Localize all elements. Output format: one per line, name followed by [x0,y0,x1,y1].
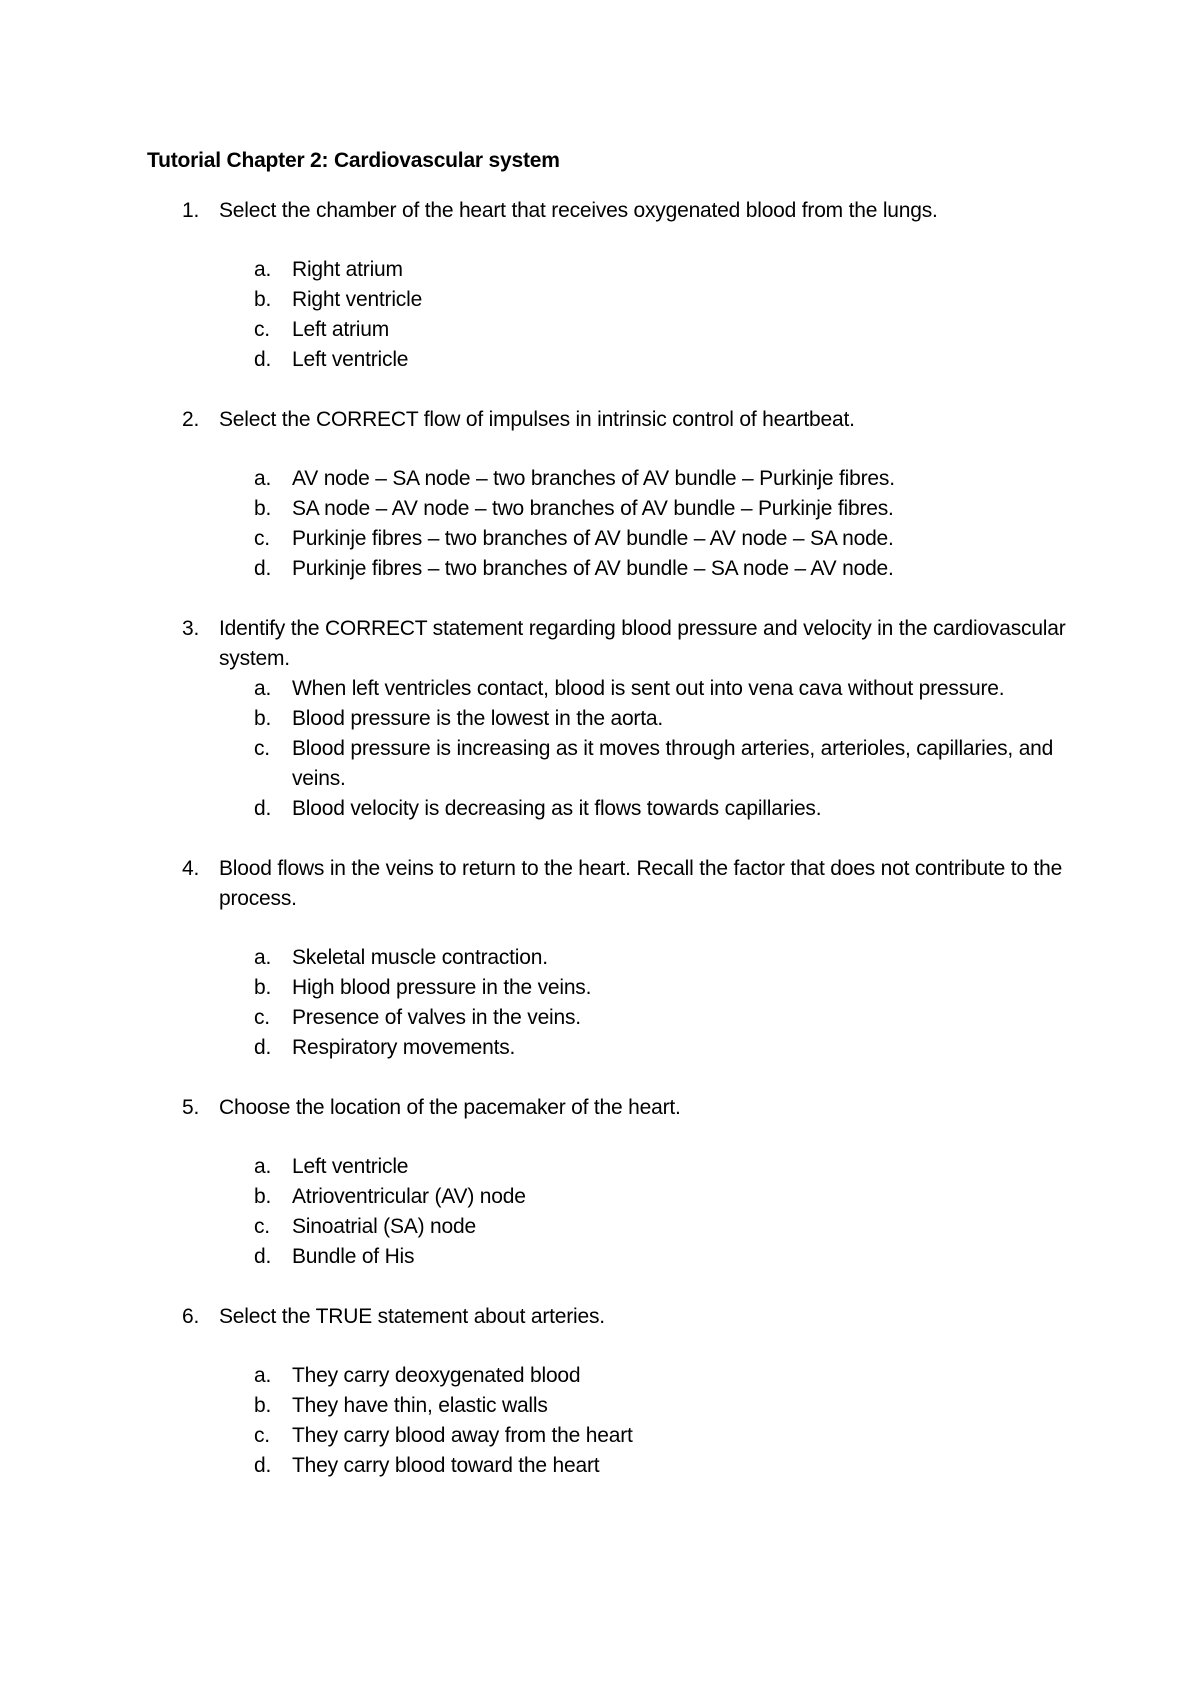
option-letter: a. [254,258,272,281]
option-text: Blood pressure is the lowest in the aorta. [292,707,663,730]
option-letter: d. [254,557,272,580]
question-1 [147,196,1200,375]
question-stem: Select the CORRECT flow of impulses in intrinsic control of heartbeat. [219,408,855,431]
option-letter: b. [254,976,272,999]
option-text: Bundle of His [292,1245,415,1268]
option-item [147,494,1112,524]
option-item [147,1212,1112,1242]
option-text: Skeletal muscle contraction. [292,946,548,969]
option-text: They have thin, elastic walls [292,1394,548,1417]
option-letter: b. [254,497,272,520]
option-item [147,794,1112,824]
option-text: Purkinje fibres – two branches of AV bundle – AV node – SA node. [292,527,894,550]
option-text: They carry deoxygenated blood [292,1364,581,1387]
option-letter: c. [254,1215,270,1238]
option-text: Presence of valves in the veins. [292,1006,581,1029]
option-text: When left ventricles contact, blood is sent out into vena cava without pressure. [292,677,1005,700]
option-text: High blood pressure in the veins. [292,976,592,999]
option-text: Respiratory movements. [292,1036,516,1059]
option-list [147,1152,1200,1272]
option-text: Left ventricle [292,348,409,371]
question-number: 2. [182,408,200,431]
option-letter: a. [254,1364,272,1387]
option-item [147,285,1112,315]
option-item [147,315,1112,345]
question-stem: Select the chamber of the heart that receives oxygenated blood from the lungs. [219,199,938,222]
question-text [147,405,1089,435]
option-letter: b. [254,1394,272,1417]
option-list [147,1361,1200,1481]
option-letter: d. [254,1036,272,1059]
option-item [147,1391,1112,1421]
option-item [147,1451,1112,1481]
option-item [147,1361,1112,1391]
option-text: Left ventricle [292,1155,409,1178]
option-letter: b. [254,288,272,311]
option-list [147,464,1200,584]
question-text [147,854,1089,914]
option-letter: a. [254,677,272,700]
option-item [147,1152,1112,1182]
option-item [147,943,1112,973]
option-letter: a. [254,946,272,969]
option-letter: c. [254,737,270,760]
option-text: Right ventricle [292,288,423,311]
document-title: Tutorial Chapter 2: Cardiovascular system [147,149,560,172]
question-number: 5. [182,1096,200,1119]
option-letter: a. [254,467,272,490]
question-stem: Select the TRUE statement about arteries. [219,1305,605,1328]
option-text: Purkinje fibres – two branches of AV bundle – SA node – AV node. [292,557,894,580]
option-item [147,704,1112,734]
option-text: They carry blood away from the heart [292,1424,633,1447]
option-item [147,973,1112,1003]
option-letter: b. [254,707,272,730]
option-list [147,674,1200,824]
option-letter: d. [254,1245,272,1268]
question-text [147,1302,1089,1332]
option-letter: c. [254,318,270,341]
question-number: 1. [182,199,200,222]
question-text [147,196,1089,226]
option-letter: a. [254,1155,272,1178]
question-text [147,614,1089,674]
option-letter: d. [254,1454,272,1477]
option-text: Right atrium [292,258,403,281]
option-item [147,554,1112,584]
question-2 [147,405,1200,584]
option-list [147,943,1200,1063]
option-item [147,1182,1112,1212]
option-item [147,734,1112,794]
question-number: 3. [182,617,200,640]
option-text: They carry blood toward the heart [292,1454,600,1477]
option-letter: c. [254,1424,270,1447]
question-4 [147,854,1200,1063]
question-stem: Blood flows in the veins to return to the heart. Recall the factor that does not contribute to the process. [219,857,1063,910]
option-text: Blood pressure is increasing as it moves through arteries, arterioles, capillaries, and veins. [292,737,1054,790]
option-item [147,464,1112,494]
question-stem: Choose the location of the pacemaker of the heart. [219,1096,681,1119]
question-3 [147,614,1200,824]
option-letter: d. [254,797,272,820]
option-text: SA node – AV node – two branches of AV bundle – Purkinje fibres. [292,497,894,520]
option-item [147,345,1112,375]
option-letter: c. [254,1006,270,1029]
option-item [147,1421,1112,1451]
question-number: 6. [182,1305,200,1328]
question-stem: Identify the CORRECT statement regarding blood pressure and velocity in the cardiovascular system. [219,617,1066,670]
option-list [147,255,1200,375]
option-text: Blood velocity is decreasing as it flows towards capillaries. [292,797,822,820]
option-item [147,1033,1112,1063]
option-text: Sinoatrial (SA) node [292,1215,476,1238]
option-item [147,1003,1112,1033]
option-text: AV node – SA node – two branches of AV bundle – Purkinje fibres. [292,467,895,490]
option-text: Atrioventricular (AV) node [292,1185,526,1208]
question-number: 4. [182,857,200,880]
option-letter: b. [254,1185,272,1208]
question-text [147,1093,1089,1123]
question-5 [147,1093,1200,1272]
option-text: Left atrium [292,318,390,341]
option-item [147,255,1112,285]
question-6 [147,1302,1200,1481]
option-item [147,1242,1112,1272]
option-letter: c. [254,527,270,550]
option-item [147,524,1112,554]
option-letter: d. [254,348,272,371]
option-item [147,674,1112,704]
